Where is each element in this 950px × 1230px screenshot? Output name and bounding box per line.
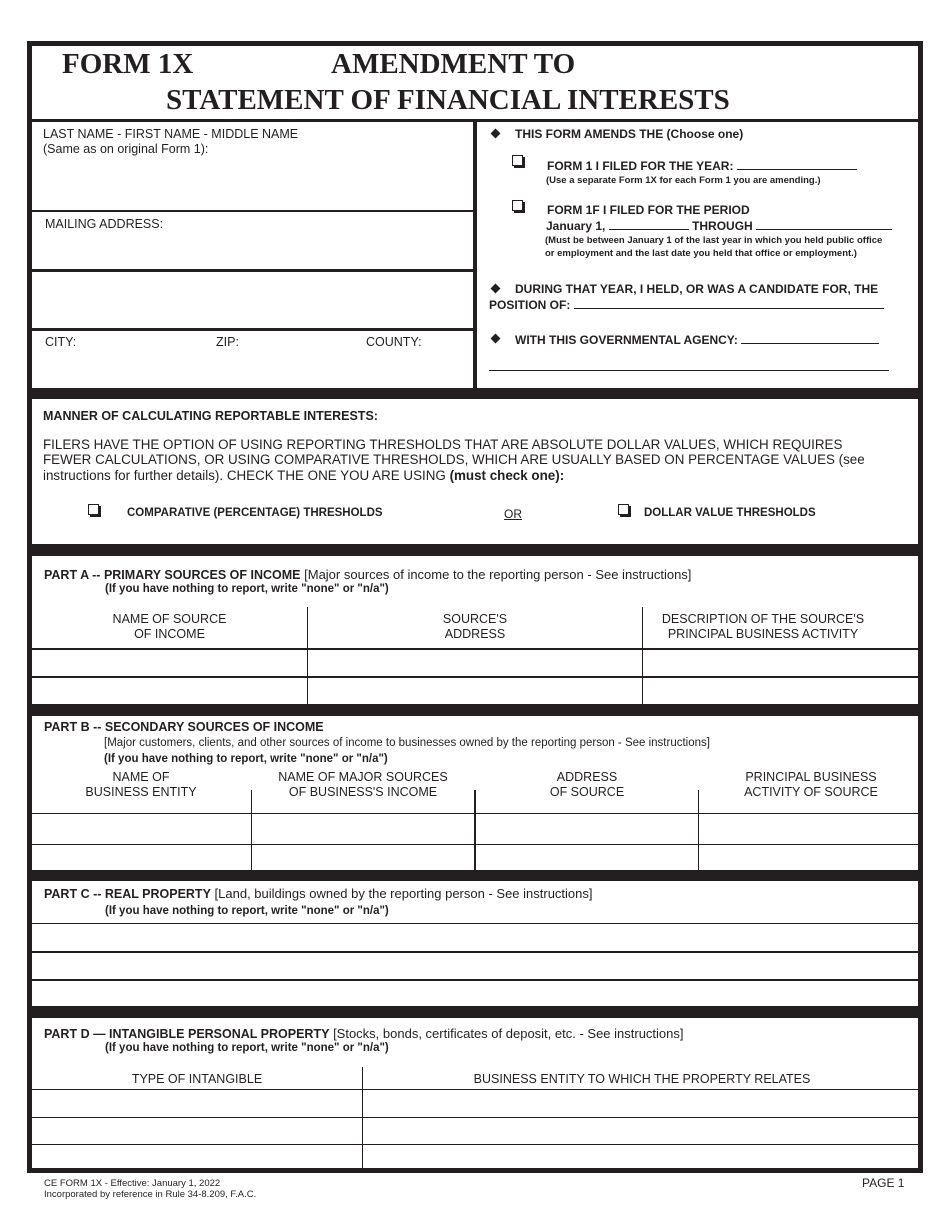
section-separator [30, 388, 920, 399]
position-label-line2: POSITION OF: [489, 298, 571, 312]
part-c-title: PART C -- REAL PROPERTY [44, 887, 211, 901]
form-title-line1: AMENDMENT TO [331, 48, 576, 80]
part-d-col-divider [362, 1067, 363, 1170]
agency-input[interactable] [741, 332, 879, 344]
manner-body-line2: FEWER CALCULATIONS, OR USING COMPARATIVE THRESHOLDS, WHICH ARE USUALLY BASED ON PERCENTAGE VALUES (see [43, 452, 865, 467]
comparative-thresholds-checkbox[interactable] [88, 504, 99, 515]
part-a-note: (If you have nothing to report, write "none" or "n/a") [105, 583, 389, 595]
part-b-row1-address-input[interactable] [477, 814, 697, 844]
part-c-row3-input[interactable] [32, 981, 918, 1006]
mailing-address-input[interactable] [32, 232, 472, 269]
part-a-row2-name-input[interactable] [32, 678, 306, 704]
footer-rule-line: Incorporated by reference in Rule 34-8.209, F.A.C. [44, 1189, 257, 1200]
dollar-value-thresholds-label: DOLLAR VALUE THRESHOLDS [644, 507, 816, 519]
name-sublabel: (Same as on original Form 1): [43, 142, 209, 156]
part-b-row1-activity-input[interactable] [700, 814, 918, 844]
part-d-row1-entity-input[interactable] [364, 1090, 918, 1117]
period-note-line2: or employment and the last date you held that office or employment.) [545, 248, 857, 259]
form1-year-checkbox[interactable] [512, 155, 523, 166]
part-b-row2-address-input[interactable] [477, 845, 697, 870]
city-label: CITY: [45, 335, 77, 349]
part-b-col-activity: PRINCIPAL BUSINESS ACTIVITY OF SOURCE [744, 770, 878, 799]
footer-form-line: CE FORM 1X - Effective: January 1, 2022 [44, 1178, 221, 1189]
part-b-row2-activity-input[interactable] [700, 845, 918, 870]
dollar-value-thresholds-checkbox[interactable] [618, 504, 629, 515]
part-a-col-name: NAME OF SOURCE OF INCOME [112, 612, 227, 641]
form1-year-label: FORM 1 I FILED FOR THE YEAR: [547, 159, 734, 173]
part-d-title: PART D — INTANGIBLE PERSONAL PROPERTY [44, 1027, 330, 1041]
part-d-row2-type-input[interactable] [32, 1118, 361, 1144]
mailing-address-line2-input[interactable] [32, 272, 472, 327]
name-label: LAST NAME - FIRST NAME - MIDDLE NAME [43, 127, 299, 141]
part-b-col-divider [474, 790, 476, 870]
part-a-row1-name-input[interactable] [32, 650, 306, 676]
part-d-desc: [Stocks, bonds, certificates of deposit, etc. - See instructions] [333, 1026, 684, 1041]
section-separator [30, 704, 920, 716]
section-separator [30, 544, 920, 556]
part-a-col-divider [307, 607, 308, 705]
manner-body-line1: FILERS HAVE THE OPTION OF USING REPORTING THRESHOLDS THAT ARE ABSOLUTE DOLLAR VALUES, WHICH REQUIRES [43, 437, 843, 452]
period-through-label: THROUGH [692, 219, 753, 233]
part-c-row1-input[interactable] [32, 924, 918, 951]
agency-input-line2[interactable] [489, 370, 889, 371]
period-through-input[interactable] [756, 218, 892, 230]
section-separator [30, 870, 920, 881]
part-b-note: (If you have nothing to report, write "none" or "n/a") [104, 753, 388, 765]
part-b-row1-sources-input[interactable] [253, 814, 473, 844]
part-b-col-address: ADDRESS OF SOURCE [549, 770, 625, 799]
mailing-address-label: MAILING ADDRESS: [45, 217, 164, 231]
section-separator [30, 1006, 920, 1018]
part-c-row2-input[interactable] [32, 953, 918, 978]
part-b-row1-entity-input[interactable] [32, 814, 250, 844]
county-label: COUNTY: [366, 335, 422, 349]
county-input[interactable] [362, 350, 472, 386]
part-d-note: (If you have nothing to report, write "none" or "n/a") [105, 1042, 389, 1054]
form1f-period-label: FORM 1F I FILED FOR THE PERIOD [547, 203, 750, 217]
comparative-thresholds-label: COMPARATIVE (PERCENTAGE) THRESHOLDS [127, 507, 383, 519]
form-id: FORM 1X [62, 48, 194, 80]
name-input[interactable] [32, 158, 472, 210]
part-d-row3-type-input[interactable] [32, 1145, 361, 1168]
zip-label: ZIP: [216, 335, 239, 349]
form1-year-input[interactable] [737, 158, 857, 170]
form1f-period-checkbox[interactable] [512, 200, 523, 211]
part-c-note: (If you have nothing to report, write "none" or "n/a") [105, 905, 389, 917]
part-a-row1-address-input[interactable] [309, 650, 641, 676]
zip-input[interactable] [212, 350, 362, 386]
amends-heading: THIS FORM AMENDS THE (Choose one) [515, 127, 744, 141]
part-b-col-major-sources: NAME OF MAJOR SOURCES OF BUSINESS'S INCOME [278, 770, 448, 799]
city-input[interactable] [32, 350, 212, 386]
manner-heading: MANNER OF CALCULATING REPORTABLE INTERESTS: [43, 409, 378, 423]
address-divider [30, 328, 474, 331]
manner-must-check: (must check one): [449, 468, 565, 483]
part-b-title: PART B -- SECONDARY SOURCES OF INCOME [44, 720, 324, 734]
part-a-col-address: SOURCE'S ADDRESS [442, 612, 508, 641]
part-a-row2-description-input[interactable] [644, 678, 918, 704]
part-c-desc: [Land, buildings owned by the reporting person - See instructions] [214, 886, 593, 901]
part-b-col-divider [251, 790, 252, 870]
position-label-line1: DURING THAT YEAR, I HELD, OR WAS A CANDIDATE FOR, THE [515, 282, 879, 296]
part-a-row2-address-input[interactable] [309, 678, 641, 704]
form-title-line2: STATEMENT OF FINANCIAL INTERESTS [166, 84, 730, 116]
part-a-col-description: DESCRIPTION OF THE SOURCE'S PRINCIPAL BUSINESS ACTIVITY [661, 612, 865, 641]
page-number: PAGE 1 [862, 1176, 905, 1190]
part-a-desc: [Major sources of income to the reporting person - See instructions] [304, 567, 692, 582]
manner-body-line3: instructions for further details). CHECK THE ONE YOU ARE USING [43, 468, 450, 483]
agency-label: WITH THIS GOVERNMENTAL AGENCY: [515, 333, 738, 347]
part-d-row3-entity-input[interactable] [364, 1145, 918, 1168]
top-section-divider [473, 121, 477, 389]
period-from-input[interactable] [609, 218, 689, 230]
part-a-col-divider [642, 607, 643, 705]
period-from-label: January 1, [546, 219, 606, 233]
period-note-line1: (Must be between January 1 of the last year in which you held public office [545, 235, 883, 246]
part-d-col-type: TYPE OF INTANGIBLE [131, 1072, 263, 1086]
part-b-col-entity: NAME OF BUSINESS ENTITY [85, 770, 197, 799]
part-d-col-entity: BUSINESS ENTITY TO WHICH THE PROPERTY RELATES [473, 1072, 811, 1086]
part-b-row2-entity-input[interactable] [32, 845, 250, 870]
part-d-row2-entity-input[interactable] [364, 1118, 918, 1144]
part-b-row2-sources-input[interactable] [253, 845, 473, 870]
part-a-title: PART A -- PRIMARY SOURCES OF INCOME [44, 568, 301, 582]
part-b-col-divider [698, 790, 699, 870]
name-divider [30, 210, 474, 212]
part-b-desc: [Major customers, clients, and other sources of income to businesses owned by the reporting person - See instructions] [104, 737, 710, 749]
part-d-row1-type-input[interactable] [32, 1090, 361, 1117]
form1-year-note: (Use a separate Form 1X for each Form 1 you are amending.) [546, 175, 821, 186]
or-label: OR [504, 507, 522, 521]
position-input[interactable] [574, 297, 884, 309]
part-a-row1-description-input[interactable] [644, 650, 918, 676]
